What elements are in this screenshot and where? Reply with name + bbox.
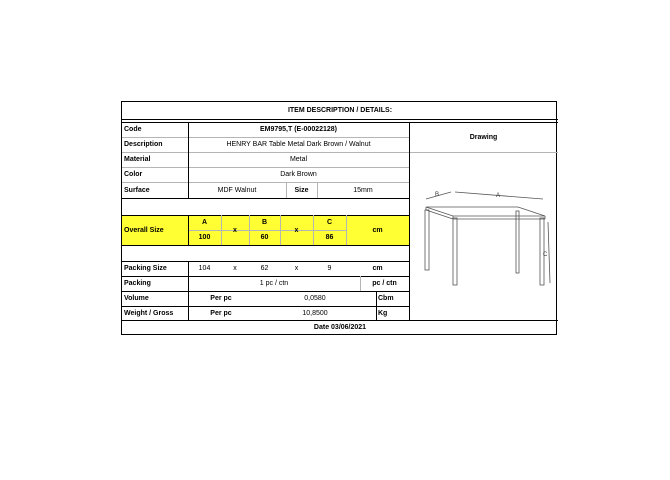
- color-label: Color: [124, 171, 143, 178]
- dim-separator-2: x: [294, 226, 299, 234]
- table-leg: [425, 210, 429, 270]
- packing-size-c: 9: [327, 265, 332, 272]
- description-value: HENRY BAR Table Metal Dark Brown / Walnut: [226, 141, 371, 148]
- packing-size-a: 104: [198, 265, 211, 272]
- packing-value: 1 pc / ctn: [259, 280, 289, 287]
- volume-label: Volume: [124, 295, 149, 302]
- surface-value: MDF Walnut: [217, 186, 257, 194]
- packing-size-label: Packing Size: [124, 265, 167, 272]
- table-drawing: [418, 152, 556, 319]
- overall-size-unit: cm: [372, 226, 383, 234]
- weight-value: 10,8500: [302, 309, 328, 317]
- weight-unit: Kg: [378, 309, 388, 317]
- packing-size-unit: cm: [372, 265, 383, 272]
- material-label: Material: [124, 156, 151, 163]
- dim-b-marker: B: [435, 192, 440, 198]
- drawing-label: Drawing: [469, 133, 498, 141]
- item-details-sheet: [121, 101, 557, 335]
- volume-unit: Cbm: [378, 295, 394, 302]
- overall-size-label: Overall Size: [124, 226, 164, 234]
- material-value: Metal: [289, 156, 308, 163]
- description-label: Description: [124, 141, 163, 148]
- size-label: Size: [294, 186, 309, 194]
- volume-per: Per pc: [210, 295, 232, 302]
- packing-size-separator-1: x: [233, 265, 237, 272]
- weight-per: Per pc: [210, 309, 232, 317]
- size-value: 15mm: [353, 186, 373, 194]
- dim-b-value: 60: [260, 234, 269, 241]
- dim-b-label: B: [261, 219, 268, 226]
- weight-label: Weight / Gross: [124, 309, 174, 317]
- dim-c-marker: C: [543, 252, 548, 258]
- table-leg: [453, 218, 457, 285]
- dim-c-value: 86: [325, 234, 334, 241]
- code-label: Code: [124, 126, 142, 133]
- dim-separator-1: x: [233, 226, 237, 234]
- dim-a-label: A: [201, 219, 208, 226]
- document-date: Date 03/06/2021: [313, 324, 367, 331]
- volume-value: 0,0580: [304, 295, 326, 302]
- dim-c-label: C: [326, 219, 333, 226]
- packing-label: Packing: [124, 280, 151, 287]
- code-value: EM9795,T (E-00022128): [259, 126, 338, 133]
- packing-size-b: 62: [260, 265, 269, 272]
- sheet-title: ITEM DESCRIPTION / DETAILS:: [287, 107, 393, 114]
- color-value: Dark Brown: [280, 171, 317, 178]
- packing-size-separator-2: x: [294, 265, 299, 272]
- dim-a-marker: A: [496, 193, 501, 199]
- packing-unit: pc / ctn: [372, 280, 397, 287]
- table-leg: [516, 211, 519, 273]
- table-top: [426, 207, 545, 216]
- surface-label: Surface: [124, 186, 150, 194]
- dim-a-value: 100: [198, 234, 211, 241]
